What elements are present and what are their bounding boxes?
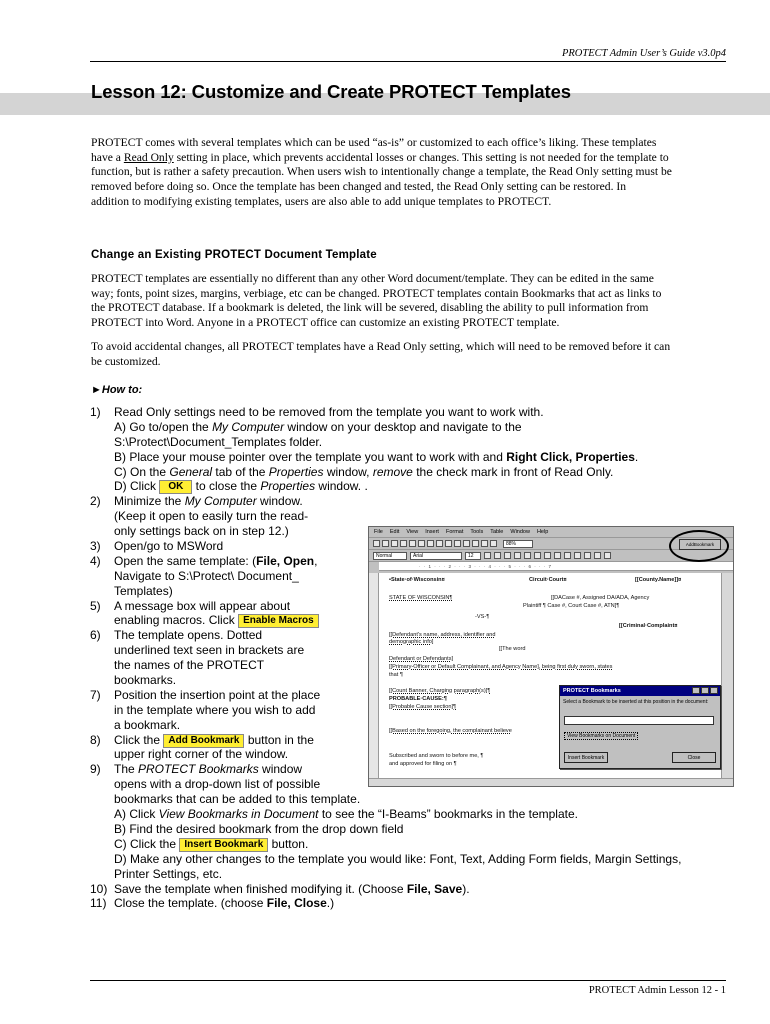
header-rule — [90, 61, 726, 62]
doc-vs: -VS-¶ — [475, 614, 490, 620]
align-center-icon — [524, 552, 531, 559]
align-right-icon — [534, 552, 541, 559]
step-8: 8) Click the Add Bookmark button in the — [90, 732, 314, 747]
section-paragraph-2 — [91, 340, 731, 369]
justify-icon — [544, 552, 551, 559]
highlight-icon — [594, 552, 601, 559]
ok-button-image: OK — [159, 480, 192, 494]
menu-edit: Edit — [389, 529, 400, 535]
step-9a: A) Click View Bookmarks in Document to see the “I-Beams” bookmarks in the template. — [114, 807, 578, 822]
protect-bookmarks-dialog — [559, 685, 721, 769]
enable-macros-button-image: Enable Macros — [238, 614, 319, 628]
step-7-cont2: a bookmark. — [114, 717, 181, 732]
bullets-icon — [564, 552, 571, 559]
paste-icon — [445, 540, 452, 547]
para-line: be customized. — [91, 354, 161, 368]
step-1b: B) Place your mouse pointer over the template you want to work with and Right Click, Properties. — [114, 449, 639, 464]
para-line: To avoid accidental changes, all PROTECT templates have a Read Only setting, which will need to be removed before it can — [91, 340, 671, 353]
step-6: 6) The template opens. Dotted — [90, 628, 263, 643]
step-2-cont2: only settings back on in step 12.) — [114, 524, 289, 539]
doc-dacase: [[DACase #, Assigned DA/ADA, Agency — [551, 595, 650, 601]
step-6-cont3: bookmarks. — [114, 673, 177, 688]
insert-bookmark-dialog-button: Insert Bookmark — [564, 752, 608, 763]
redo-icon — [463, 540, 470, 547]
doc-probable: PROBABLE·CAUSE:¶ — [389, 696, 447, 702]
step-9b: B) Find the desired bookmark from the drop down field — [114, 821, 404, 836]
underline-icon — [504, 552, 511, 559]
step-2-cont1: (Keep it open to easily turn the read- — [114, 509, 309, 524]
page-footer: PROTECT Admin Lesson 12 - 1 — [588, 985, 726, 996]
doc-theword: [[The word — [499, 646, 526, 652]
preview-icon — [409, 540, 416, 547]
page-header: PROTECT Admin User’s Guide v3.0p4 — [561, 48, 726, 59]
menu-help: Help — [536, 529, 549, 535]
step-7: 7) Position the insertion point at the place — [90, 687, 321, 702]
step-1d: D) Click OK to close the Properties window. . — [114, 479, 368, 494]
step-4-cont2: Templates) — [114, 583, 173, 598]
step-3: 3) Open/go to MSWord — [90, 539, 224, 554]
indent-icon — [574, 552, 581, 559]
doc-approved: and approved for filing on ¶ — [389, 761, 457, 767]
intro-line: addition to modifying existing templates, users are also able to add unique templates to PROTECT. — [91, 194, 552, 208]
step-1a: A) Go to/open the My Computer window on your desktop and navigate to the — [114, 419, 522, 434]
style-box: Normal — [373, 552, 407, 560]
step-9-cont1: opens with a drop-down list of possible — [114, 777, 321, 792]
vertical-ruler — [369, 573, 379, 778]
dialog-title: PROTECT Bookmarks — [560, 686, 720, 696]
step-1a-cont: S:\Protect\Document_Templates folder. — [114, 434, 323, 449]
para-line: way; fonts, point sizes, margins, verbiage, etc can be changed. PROTECT templates contain Bookmarks that act as links to — [91, 286, 662, 300]
section-heading: Change an Existing PROTECT Document Template — [91, 249, 377, 261]
font-box: Arial — [410, 552, 462, 560]
doc-based: [[Based on the foregoing, the complainant believe — [389, 728, 512, 734]
horizontal-ruler: · · 1 · · · 2 · · · 3 · · · 4 · · · 5 · · · 6 · · · 7 — [379, 562, 733, 571]
border-icon — [584, 552, 591, 559]
para-line: the PROTECT database. If a bookmark is deleted, the link will be severed, disabling the ability to pull information from — [91, 301, 649, 315]
how-to-label: ►How to: — [91, 384, 143, 396]
cut-icon — [427, 540, 434, 547]
step-9-cont2: bookmarks that can be added to this template. — [114, 792, 361, 807]
bookmark-dropdown — [564, 716, 714, 725]
read-only-underlined: Read Only — [123, 150, 174, 164]
zoom-box: 88% — [503, 540, 533, 548]
italic-icon — [494, 552, 501, 559]
word-screenshot — [368, 526, 734, 787]
page-title: Lesson 12: Customize and Create PROTECT Templates — [91, 81, 571, 102]
doc-subscribed: Subscribed and sworn to before me, ¶ — [389, 753, 484, 759]
open-icon — [382, 540, 389, 547]
doc-state-caps: STATE OF WISCONSIN¶ — [389, 595, 453, 601]
columns-icon — [481, 540, 488, 547]
bold-icon — [484, 552, 491, 559]
menu-view: View — [406, 529, 419, 535]
copy-icon — [436, 540, 443, 547]
doc-count: [[Count Banner, Charging paragraph(s)]¶ — [389, 688, 491, 694]
pilcrow-icon — [490, 540, 497, 547]
doc-probable2: [[Probable Cause section]¶ — [389, 704, 457, 710]
intro-line-rest: setting in place, which prevents accidental losses or changes. This setting is not needed for the template to — [173, 150, 669, 164]
step-11: 11) Close the template. (choose File, Close.) — [90, 896, 335, 911]
step-4: 4) Open the same template: (File, Open, — [90, 553, 318, 568]
step-8-cont: upper right corner of the window. — [114, 747, 289, 762]
doc-defendant1: [[Defendant's name, address, identifier and — [389, 632, 496, 638]
step-10: 10) Save the template when finished modifying it. (Choose File, Save). — [90, 881, 470, 896]
close-dialog-button: Close — [672, 752, 716, 763]
step-6-cont1: underlined text seen in brackets are — [114, 643, 305, 658]
step-1: 1) Read Only settings need to be removed from the template you want to work with. — [90, 405, 544, 419]
menu-window: Window — [510, 529, 530, 535]
doc-defendant2: demographic info] — [389, 639, 434, 645]
spell-icon — [418, 540, 425, 547]
menu-tools: Tools — [470, 529, 484, 535]
highlight-circle — [669, 530, 729, 562]
minimize-icon — [692, 687, 700, 694]
step-9: 9) The PROTECT Bookmarks window — [90, 762, 303, 777]
menu-table: Table — [490, 529, 504, 535]
intro-line: function, but is rather a safety precaution. When users wish to intentionally change a template, the Read Only setting must be — [91, 165, 672, 179]
intro-line-start: have a — [91, 150, 124, 164]
menu-file: File — [374, 529, 383, 535]
numbering-icon — [554, 552, 561, 559]
maximize-icon — [701, 687, 709, 694]
doc-county: [[County.Name]]¤ — [635, 577, 682, 583]
intro-line: removed before doing so. Once the template has been changed and tested, the Read Only setting can be restored. In — [91, 180, 627, 194]
step-6-cont2: the names of the PROTECT — [114, 658, 265, 673]
add-bookmark-toolbar-button: AddBookmark — [679, 539, 721, 550]
table-icon — [472, 540, 479, 547]
menu-format: Format — [445, 529, 464, 535]
step-9d-cont: Printer Settings, etc. — [114, 866, 223, 881]
size-box: 12 — [465, 552, 481, 560]
doc-state: •State·of·Wisconsin¤ — [389, 577, 445, 583]
step-1c: C) On the General tab of the Properties window, remove the check mark in front of Read Only. — [114, 464, 614, 479]
intro-line: PROTECT comes with several templates which can be used “as-is” or customized to each office’s liking. These templates — [91, 136, 657, 149]
step-2: 2) Minimize the My Computer window. — [90, 494, 303, 509]
step-5-cont: enabling macros. Click Enable Macros — [90, 613, 681, 628]
new-icon — [373, 540, 380, 547]
para-line: PROTECT templates are essentially no different than any other Word document/template. They can be edited in the same — [91, 272, 654, 285]
add-bookmark-button-image: Add Bookmark — [163, 734, 244, 748]
doc-defendant3: Defendant or Defendants] — [389, 656, 454, 662]
insert-bookmark-button-image: Insert Bookmark — [179, 838, 268, 852]
undo-icon — [454, 540, 461, 547]
doc-circuit: Circuit·Court¤ — [529, 577, 567, 583]
step-4-cont1: Navigate to S:\Protect\ Document_ — [114, 568, 299, 583]
footer-rule — [90, 980, 726, 981]
step-7-cont1: in the template where you wish to add — [114, 702, 316, 717]
doc-primary: [[Primary-Officer or Default Complainant, and Agency Name], being first duly sworn, states — [389, 664, 613, 670]
section-paragraph-1 — [91, 272, 731, 331]
dialog-prompt: Select a Bookmark to be inserted at this position in the document: — [563, 699, 709, 705]
view-bookmarks-checkbox: View Bookmarks on Document — [564, 732, 638, 740]
font-color-icon — [604, 552, 611, 559]
doc-thatp: that ¶ — [389, 672, 403, 678]
intro-paragraph — [91, 136, 731, 210]
print-icon — [400, 540, 407, 547]
align-left-icon — [514, 552, 521, 559]
close-icon — [710, 687, 718, 694]
step-5: 5) A message box will appear about — [90, 598, 291, 613]
doc-plaintiff: Plaintiff ¶ Case #, Court Case #, ATN]¶ — [523, 603, 620, 609]
step-9d: D) Make any other changes to the template you would like: Font, Text, Adding Form fields, Margin Settings, — [114, 851, 682, 866]
doc-criminal: [[Criminal·Complaint¤ — [619, 623, 678, 629]
menu-insert: Insert — [425, 529, 439, 535]
intro-line-read-only — [91, 151, 731, 166]
save-icon — [391, 540, 398, 547]
para-line: PROTECT into Word. Anyone in a PROTECT office can customize an existing PROTECT template. — [91, 316, 560, 330]
step-9c: C) Click the Insert Bookmark button. — [114, 836, 309, 851]
vertical-scrollbar — [721, 573, 733, 778]
horizontal-scrollbar — [369, 778, 733, 786]
